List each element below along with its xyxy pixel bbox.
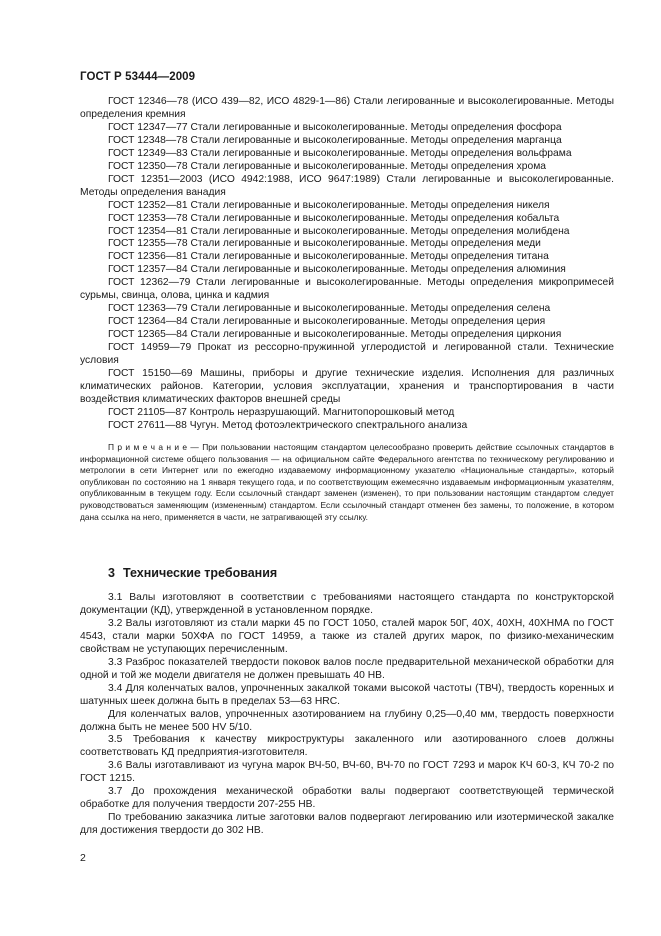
reference-item: ГОСТ 21105—87 Контроль неразрушающий. Магнитопорошковый метод	[108, 406, 455, 418]
reference-item: ГОСТ 12351—2003 (ИСО 4942:1988, ИСО 9647:1989) Стали легированные и высоколегированные. Методы определения ванадия	[80, 173, 614, 198]
reference-item: ГОСТ 12352—81 Стали легированные и высоколегированные. Методы определения никеля	[108, 199, 550, 211]
requirement-item: 3.1 Валы изготовляют в соответствии с требованиями настоящего стандарта по конструкторской документации (КД), утвержденной в установленном порядке.	[80, 592, 614, 616]
reference-item: ГОСТ 12362—79 Стали легированные и высоколегированные. Методы определения микропримесей сурьмы, свинца, олова, цинка и кадмия	[80, 277, 614, 302]
reference-item: ГОСТ 12354—81 Стали легированные и высоколегированные. Методы определения молибдена	[108, 225, 570, 237]
section-heading	[108, 566, 285, 580]
requirement-item: 3.2 Валы изготовляют из стали марки 45 по ГОСТ 1050, сталей марок 50Г, 40Х, 40ХН, 40ХНМА по ГОСТ 4543, стали марки 50ХФА по ГОСТ 14959, а также из сталей других марок, по физико-механическим свойствам не уступающих перечисленным.	[80, 617, 614, 655]
reference-item: ГОСТ 12348—78 Стали легированные и высоколегированные. Методы определения марганца	[108, 134, 562, 146]
reference-item: ГОСТ 12346—78 (ИСО 439—82, ИСО 4829-1—86) Стали легированные и высоколегированные. Методы определения кремния	[80, 96, 614, 120]
reference-item: ГОСТ 15150—69 Машины, приборы и другие технические изделия. Исполнения для различных климатических районов. Категории, условия эксплуатации, хранения и транспортирования в части воздействия климатических факторов внешней среды	[80, 368, 614, 405]
page-number: 2	[80, 852, 86, 864]
normative-references	[80, 96, 614, 433]
requirement-item: 3.6 Валы изготавливают из чугуна марок ВЧ-50, ВЧ-60, ВЧ-70 по ГОСТ 7293 и марок КЧ 60-3, КЧ 70-2 по ГОСТ 1215.	[80, 760, 614, 785]
reference-item: ГОСТ 12350—78 Стали легированные и высоколегированные. Методы определения хрома	[108, 160, 546, 172]
section-number: 3	[108, 566, 115, 580]
reference-item: ГОСТ 12353—78 Стали легированные и высоколегированные. Методы определения кобальта	[108, 212, 560, 224]
requirement-item: По требованию заказчика литые заготовки валов подвергают легированию или изотермической закалке для достижения твердости до 302 НВ.	[80, 812, 614, 837]
note-text: При пользовании настоящим стандартом целесообразно проверить действие ссылочных стандартов в информационной системе общего пользования — на официальном сайте Федерального агентства по техническому регулированию и метрологии в сети Интернет или по ежегодно издаваемому информационному указателю «Национальные стандарты», который опубликован по состоянию на 1 января текущего года, и по соответствующим ежемесячно издаваемым информационным указателям, опубликованным в текущем году. Если ссылочный стандарт заменен (изменен), то при пользовании настоящим стандартом следует руководствоваться заменяющим (измененным) стандартом. Если ссылочный стандарт отменен без замены, то положение, в котором дана ссылка на него, применяется в части, не затрагивающей эту ссылку.	[80, 442, 614, 522]
reference-item: ГОСТ 14959—79 Прокат из рессорно-пружинной углеродистой и легированной стали. Технические условия	[80, 342, 614, 367]
standard-header: ГОСТ Р 53444—2009	[80, 71, 196, 83]
reference-item: ГОСТ 12355—78 Стали легированные и высоколегированные. Методы определения меди	[108, 238, 541, 250]
requirement-item: Для коленчатых валов, упрочненных азотированием на глубину 0,25—0,40 мм, твердость поверхности должна быть не менее 500 HV 5/10.	[80, 708, 614, 733]
reference-item: ГОСТ 27611—88 Чугун. Метод фотоэлектрического спектрального анализа	[108, 419, 468, 431]
section-title: Технические требования	[122, 566, 278, 580]
reference-item: ГОСТ 12349—83 Стали легированные и высоколегированные. Методы определения вольфрама	[108, 147, 572, 159]
reference-item: ГОСТ 12365—84 Стали легированные и высоколегированные. Методы определения циркония	[108, 329, 562, 341]
requirement-item: 3.7 До прохождения механической обработки валы подвергают соответствующей термической обработке для получения твердости 207-255 НВ.	[80, 786, 614, 811]
note-label: П р и м е ч а н и е —	[108, 442, 199, 452]
requirement-item: 3.3 Разброс показателей твердости поковок валов после предварительной механической обработки для одной и той же модели двигателя не должен превышать 40 НВ.	[80, 656, 614, 681]
reference-item: ГОСТ 12347—77 Стали легированные и высоколегированные. Методы определения фосфора	[108, 121, 562, 133]
note-block	[80, 442, 614, 523]
technical-requirements	[80, 592, 614, 838]
requirement-item: 3.4 Для коленчатых валов, упрочненных закалкой токами высокой частоты (ТВЧ), твердость коренных и шатунных шеек должна быть в пределах 53—63 HRC.	[80, 682, 614, 707]
reference-item: ГОСТ 12363—79 Стали легированные и высоколегированные. Методы определения селена	[108, 303, 551, 315]
reference-item: ГОСТ 12364—84 Стали легированные и высоколегированные. Методы определения церия	[108, 316, 546, 328]
requirement-item: 3.5 Требования к качеству микроструктуры закаленного или азотированного слоев должны соответствовать КД предприятия-изготовителя.	[80, 734, 614, 759]
reference-item: ГОСТ 12357—84 Стали легированные и высоколегированные. Методы определения алюминия	[108, 264, 566, 276]
reference-item: ГОСТ 12356—81 Стали легированные и высоколегированные. Методы определения титана	[108, 251, 549, 263]
